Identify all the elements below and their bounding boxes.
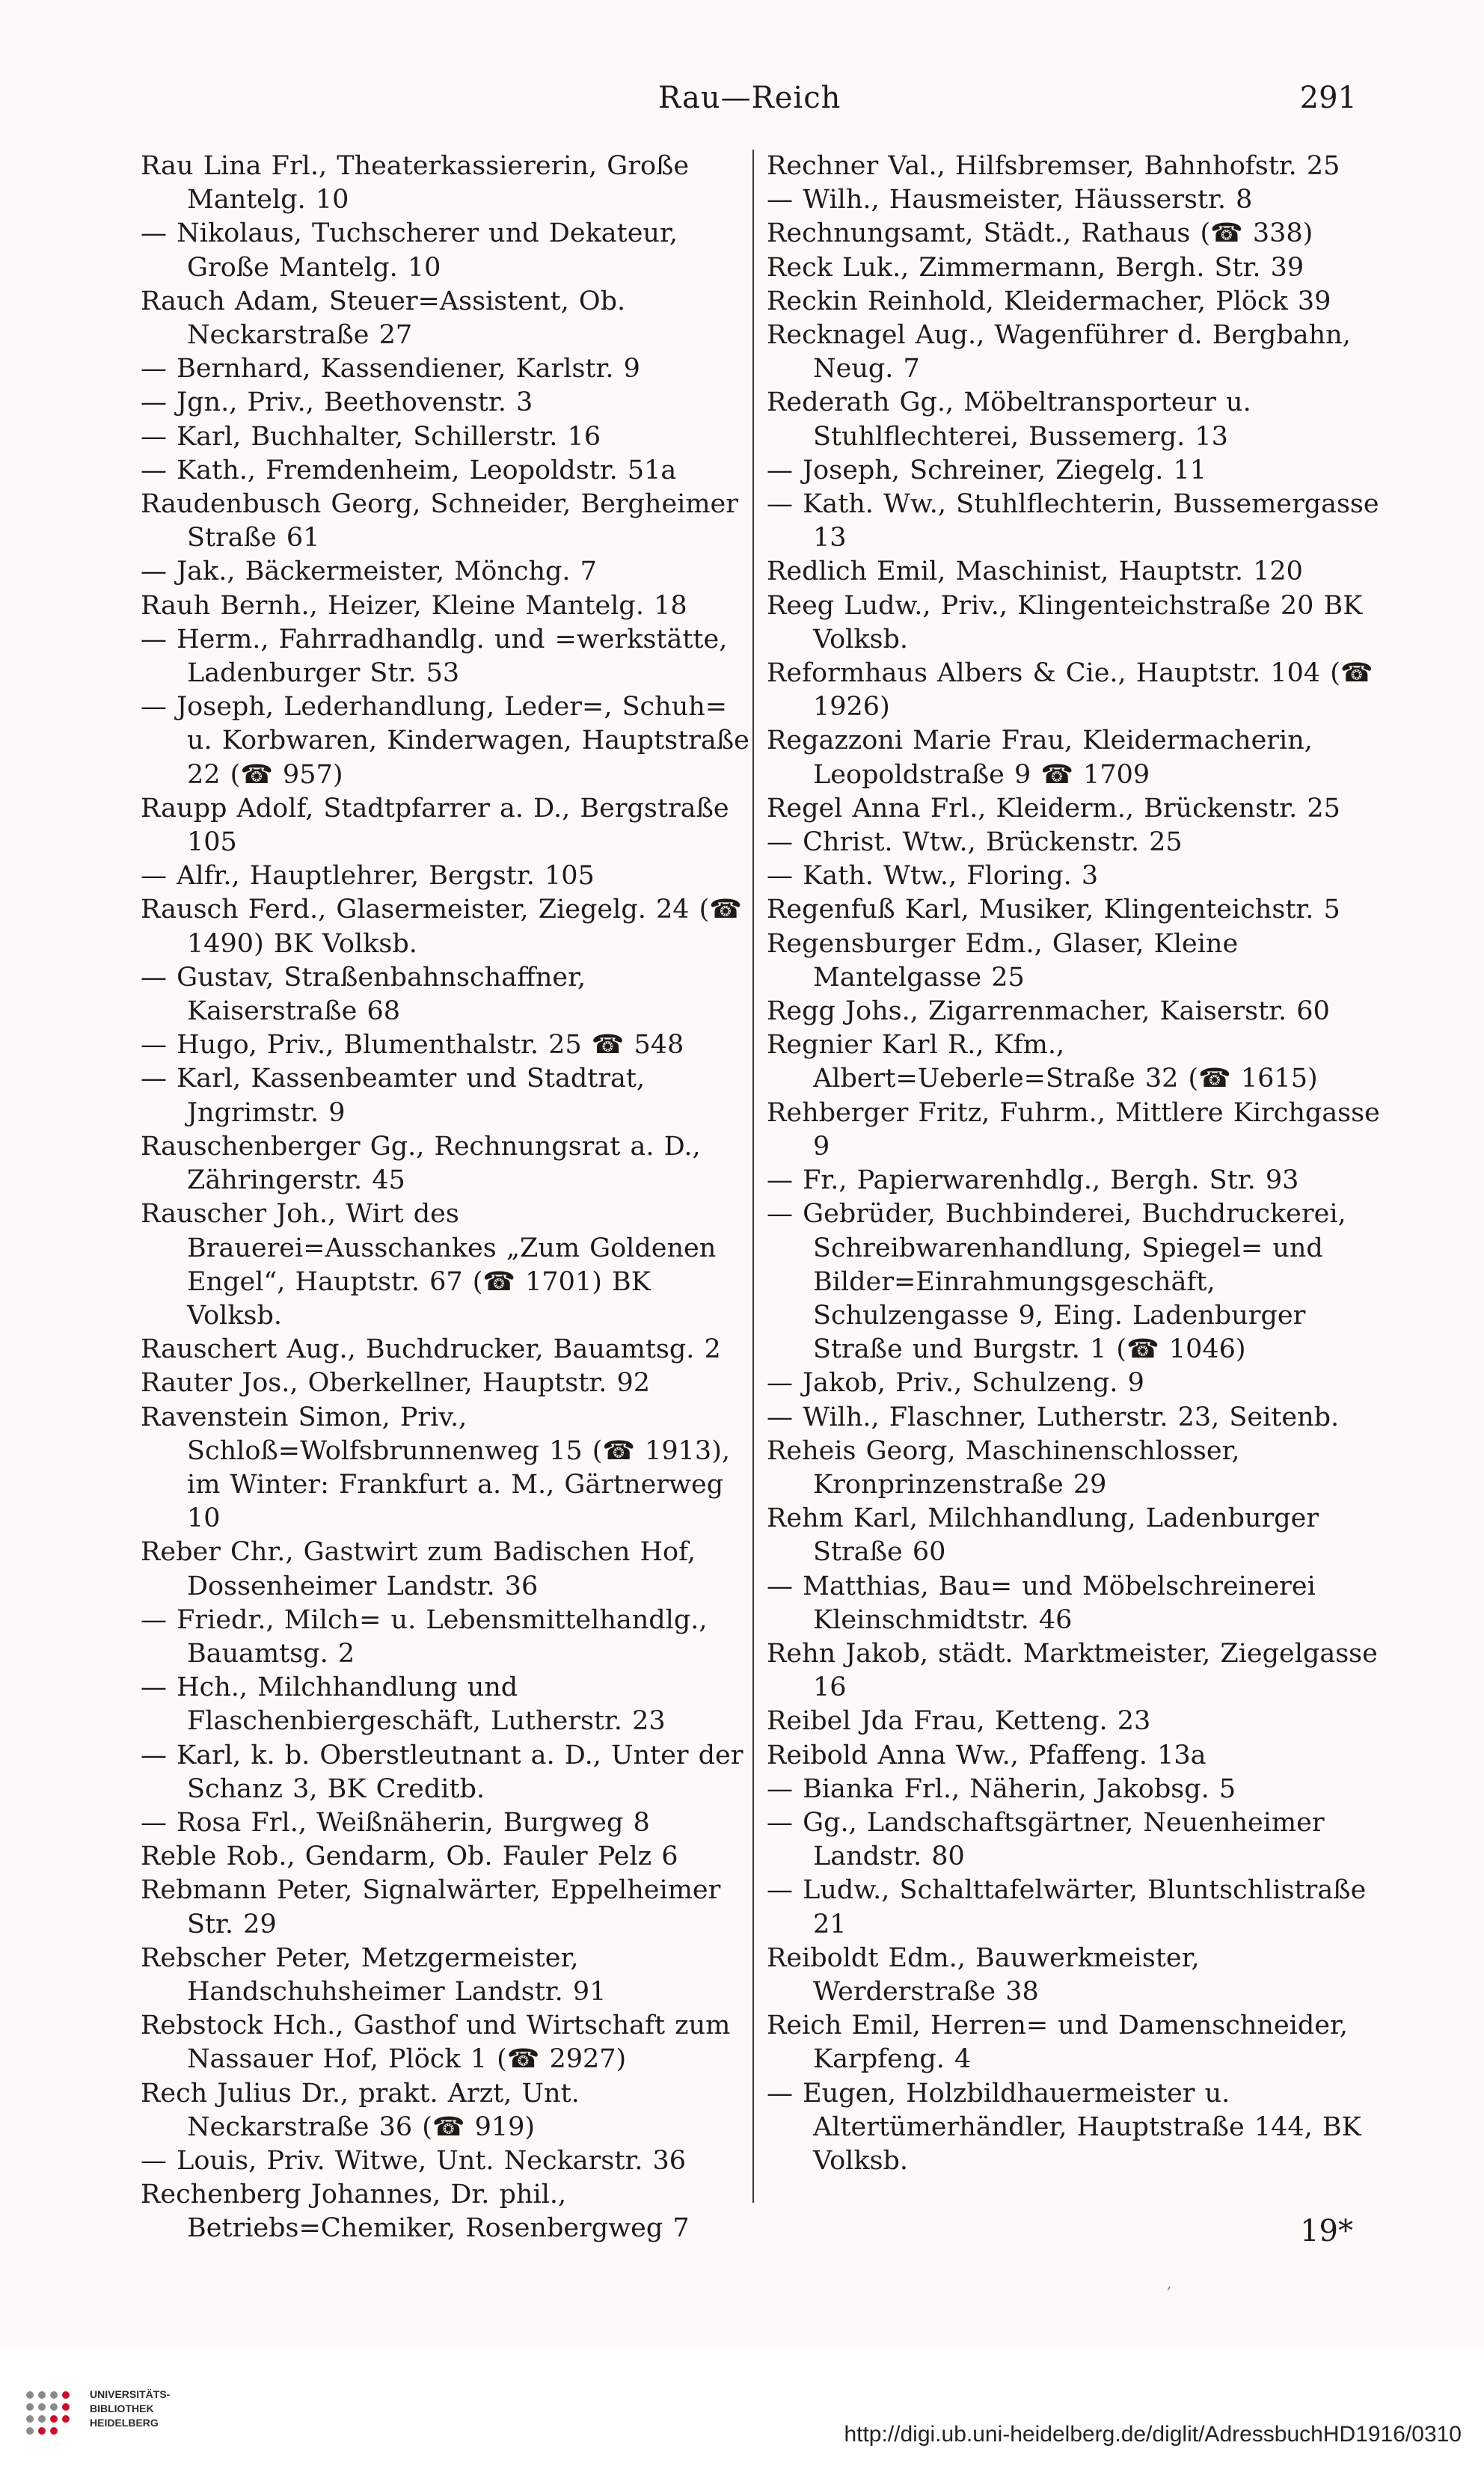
directory-entry: Rebscher Peter, Metzgermeister, Handschuhsheimer Landstr. 91 <box>141 1942 607 2007</box>
directory-entry: Rechenberg Johannes, Dr. phil., Betriebs=Chemiker, Rosenbergweg 7 <box>141 2180 690 2244</box>
directory-entry: Rehberger Fritz, Fuhrm., Mittlere Kirchgasse 9 <box>767 1097 1380 1162</box>
directory-entry: — Herm., Fahrradhandlg. und =werkstätte, Ladenburger Str. 53 <box>141 624 728 689</box>
directory-entry: Reber Chr., Gastwirt zum Badischen Hof, Dossenheimer Landstr. 36 <box>141 1537 696 1601</box>
library-name-line: BIBLIOTHEK <box>90 2402 154 2414</box>
directory-entry: Reckin Reinhold, Kleidermacher, Plöck 39 <box>767 286 1331 316</box>
directory-entry: — Fr., Papierwarenhdlg., Bergh. Str. 93 <box>767 1165 1299 1196</box>
directory-entry: — Ludw., Schalttafelwärter, Bluntschlistraße 21 <box>767 1875 1367 1939</box>
right-column <box>767 150 1385 2178</box>
library-name-line: UNIVERSITÄTS- <box>90 2388 171 2400</box>
directory-entry: — Louis, Priv. Witwe, Unt. Neckarstr. 36 <box>141 2145 687 2176</box>
directory-entry: — Joseph, Schreiner, Ziegelg. 11 <box>767 455 1206 485</box>
directory-entry: Rederath Gg., Möbeltransporteur u. Stuhlflechterei, Bussemerg. 13 <box>767 387 1251 452</box>
page-header <box>0 81 1484 133</box>
directory-entry: Regensburger Edm., Glaser, Kleine Mantelgasse 25 <box>767 928 1239 993</box>
directory-entry: Recknagel Aug., Wagenführer d. Bergbahn, Neug. 7 <box>767 320 1351 384</box>
stray-mark: , <box>1167 2274 1172 2292</box>
directory-entry: — Karl, k. b. Oberstleutnant a. D., Unter der Schanz 3, BK Creditb. <box>141 1740 743 1804</box>
directory-entry: — Bernhard, Kassendiener, Karlstr. 9 <box>141 354 640 384</box>
directory-entry: — Wilh., Hausmeister, Häusserstr. 8 <box>767 185 1253 215</box>
directory-entry: — Christ. Wtw., Brückenstr. 25 <box>767 827 1183 858</box>
directory-entry: — Hugo, Priv., Blumenthalstr. 25 ☎ 548 <box>141 1030 684 1061</box>
page-number: 291 <box>1299 81 1357 115</box>
directory-entry: Rauch Adam, Steuer=Assistent, Ob. Neckarstraße 27 <box>141 286 626 351</box>
sheet-signature: 19* <box>1300 2214 1353 2248</box>
directory-entry: Reformhaus Albers & Cie., Hauptstr. 104 (☎ 1926) <box>767 658 1373 723</box>
directory-entry: — Jgn., Priv., Beethovenstr. 3 <box>141 387 533 418</box>
directory-entry: Rehm Karl, Milchhandlung, Ladenburger Straße 60 <box>767 1503 1319 1568</box>
directory-entry: — Kath. Ww., Stuhlflechterin, Bussemergasse 13 <box>767 489 1379 553</box>
directory-entry: Rauter Jos., Oberkellner, Hauptstr. 92 <box>141 1368 650 1399</box>
directory-entry: Reheis Georg, Maschinenschlosser, Kronprinzenstraße 29 <box>767 1435 1240 1500</box>
directory-entry: — Alfr., Hauptlehrer, Bergstr. 105 <box>141 861 595 892</box>
directory-entry: — Gustav, Straßenbahnschaffner, Kaiserstraße 68 <box>141 962 586 1027</box>
directory-entry: Regel Anna Frl., Kleiderm., Brückenstr. 25 <box>767 793 1340 824</box>
directory-entry: Regazzoni Marie Frau, Kleidermacherin, Leopoldstraße 9 ☎ 1709 <box>767 726 1313 790</box>
directory-entry: Rauscher Joh., Wirt des Brauerei=Ausschankes „Zum Goldenen Engel“, Hauptstr. 67 (☎ 1701) BK Volksb. <box>141 1199 717 1331</box>
directory-entry: Rechner Val., Hilfsbremser, Bahnhofstr. 25 <box>767 151 1340 181</box>
directory-entry: — Matthias, Bau= und Möbelschreinerei Kleinschmidtstr. 46 <box>767 1571 1316 1635</box>
directory-entry: Reibel Jda Frau, Ketteng. 23 <box>767 1706 1151 1737</box>
directory-entry: Ravenstein Simon, Priv., Schloß=Wolfsbrunnenweg 15 (☎ 1913), im Winter: Frankfurt a. M., Gärtnerweg 10 <box>141 1402 730 1534</box>
running-title: Rau—Reich <box>658 81 841 115</box>
directory-entry: — Eugen, Holzbildhauermeister u. Altertümerhändler, Hauptstraße 144, BK Volksb. <box>767 2078 1361 2176</box>
directory-entry: Reck Luk., Zimmermann, Bergh. Str. 39 <box>767 252 1304 283</box>
library-logo-icon <box>21 2386 81 2446</box>
directory-entry: Rauh Bernh., Heizer, Kleine Mantelg. 18 <box>141 590 687 621</box>
directory-entry: Reibold Anna Ww., Pfaffeng. 13a <box>767 1740 1206 1770</box>
directory-entry: Rehn Jakob, städt. Marktmeister, Ziegelgasse 16 <box>767 1638 1378 1703</box>
library-name-line: HEIDELBERG <box>90 2417 159 2429</box>
directory-entry: Raudenbusch Georg, Schneider, Bergheimer Straße 61 <box>141 489 739 553</box>
library-logo[interactable] <box>21 2380 200 2455</box>
directory-entry: — Jak., Bäckermeister, Mönchg. 7 <box>141 556 597 587</box>
directory-entry: Reiboldt Edm., Bauwerkmeister, Werderstraße 38 <box>767 1942 1200 2007</box>
directory-entry: Rebstock Hch., Gasthof und Wirtschaft zum Nassauer Hof, Plöck 1 (☎ 2927) <box>141 2011 731 2075</box>
directory-entry: Rau Lina Frl., Theaterkassiererin, Große Mantelg. 10 <box>141 151 690 215</box>
directory-entry: Regnier Karl R., Kfm., Albert=Ueberle=Straße 32 (☎ 1615) <box>767 1030 1318 1094</box>
directory-entry: Reich Emil, Herren= und Damenschneider, Karpfeng. 4 <box>767 2011 1348 2075</box>
directory-entry: — Rosa Frl., Weißnäherin, Burgweg 8 <box>141 1807 650 1838</box>
directory-entry: — Kath., Fremdenheim, Leopoldstr. 51a <box>141 455 677 485</box>
directory-entry: — Karl, Kassenbeamter und Stadtrat, Jngrimstr. 9 <box>141 1064 646 1128</box>
directory-entry: — Bianka Frl., Näherin, Jakobsg. 5 <box>767 1773 1236 1804</box>
directory-entry: — Kath. Wtw., Floring. 3 <box>767 861 1099 892</box>
directory-entry: — Karl, Buchhalter, Schillerstr. 16 <box>141 421 601 452</box>
directory-entry: — Jakob, Priv., Schulzeng. 9 <box>767 1368 1144 1399</box>
directory-entry: Rauschenberger Gg., Rechnungsrat a. D., Zähringerstr. 45 <box>141 1131 701 1196</box>
directory-entry: Rausch Ferd., Glasermeister, Ziegelg. 24 (☎ 1490) BK Volksb. <box>141 895 742 959</box>
directory-entry: Regg Johs., Zigarrenmacher, Kaiserstr. 60 <box>767 996 1330 1027</box>
directory-entry: — Nikolaus, Tuchscherer und Dekateur, Große Mantelg. 10 <box>141 218 678 283</box>
directory-entry: — Gebrüder, Buchbinderei, Buchdruckerei, Schreibwarenhandlung, Spiegel= und Bilder=Einrahmungsgeschäft, Schulzengasse 9, Eing. Ladenburger Straße und Burgstr. 1 (☎ 1046) <box>767 1199 1346 1365</box>
directory-entry: Rebmann Peter, Signalwärter, Eppelheimer Str. 29 <box>141 1875 721 1939</box>
column-divider <box>752 150 754 2203</box>
directory-entry: — Gg., Landschaftsgärtner, Neuenheimer Landstr. 80 <box>767 1807 1325 1872</box>
directory-entry: Reble Rob., Gendarm, Ob. Fauler Pelz 6 <box>141 1842 678 1872</box>
directory-entry: — Friedr., Milch= u. Lebensmittelhandlg., Bauamtsg. 2 <box>141 1604 708 1669</box>
directory-entry: — Wilh., Flaschner, Lutherstr. 23, Seitenb. <box>767 1402 1340 1432</box>
directory-entry: Rech Julius Dr., prakt. Arzt, Unt. Neckarstraße 36 (☎ 919) <box>141 2078 580 2142</box>
source-url-link[interactable]: http://digi.ub.uni-heidelberg.de/diglit/AdressbuchHD1916/0310 <box>844 2422 1462 2447</box>
directory-entry: — Hch., Milchhandlung und Flaschenbiergeschäft, Lutherstr. 23 <box>141 1672 666 1737</box>
directory-entry: Reeg Ludw., Priv., Klingenteichstraße 20 BK Volksb. <box>767 590 1363 654</box>
library-name <box>90 2388 170 2430</box>
directory-entry: Rauschert Aug., Buchdrucker, Bauamtsg. 2 <box>141 1334 721 1365</box>
left-column <box>141 150 754 2246</box>
directory-entry: — Joseph, Lederhandlung, Leder=, Schuh= u. Korbwaren, Kinderwagen, Hauptstraße 22 (☎ 957) <box>141 692 749 790</box>
viewer-footer <box>0 2349 1484 2487</box>
directory-entry: Regenfuß Karl, Musiker, Klingenteichstr. 5 <box>767 895 1340 925</box>
directory-entry: Redlich Emil, Maschinist, Hauptstr. 120 <box>767 556 1303 587</box>
directory-entry: Raupp Adolf, Stadtpfarrer a. D., Bergstraße 105 <box>141 793 729 858</box>
directory-entry: Rechnungsamt, Städt., Rathaus (☎ 338) <box>767 218 1313 249</box>
